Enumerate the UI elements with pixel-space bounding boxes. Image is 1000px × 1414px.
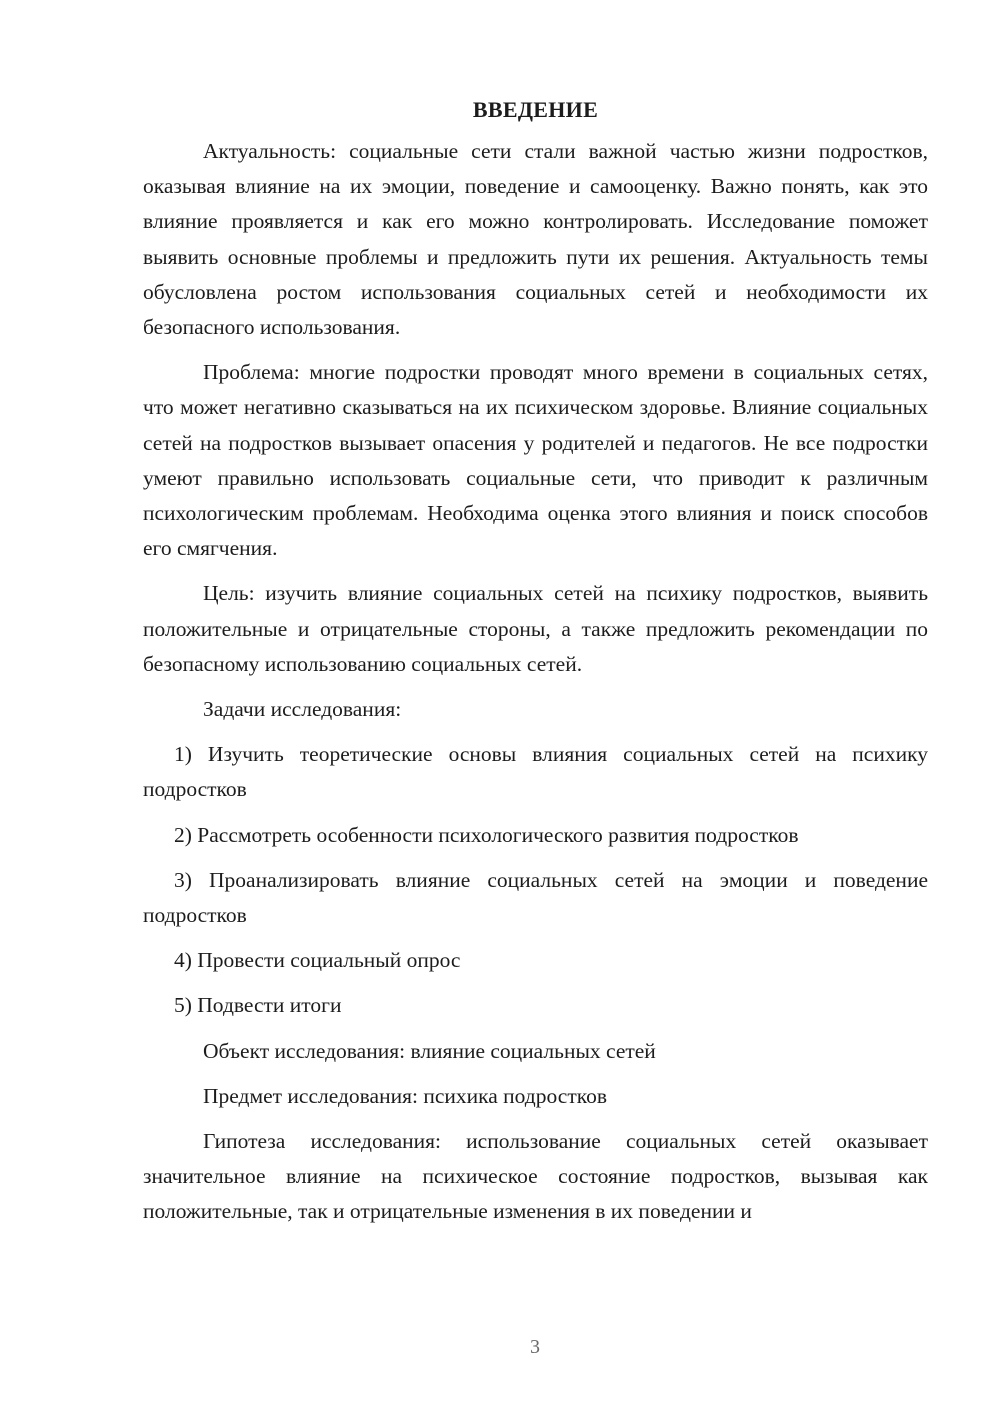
paragraph-subject: Предмет исследования: психика подростков xyxy=(203,1083,607,1108)
paragraph-tasks-intro: Задачи исследования: xyxy=(203,697,402,722)
task-item-4: 4) Провести социальный опрос xyxy=(174,948,461,973)
task-item-2: 2) Рассмотреть особенности психологического развития подростков xyxy=(174,822,799,847)
paragraph-goal: Цель: изучить влияние социальных сетей на психику подростков, выявить положительные и отрицательные стороны, а также предложить рекомендации по безопасному использованию социальных сетей. xyxy=(143,581,928,676)
paragraph-hypothesis: Гипотеза исследования: использование социальных сетей оказывает значительное влияние на психическое состояние подростков, вызывая как положительные, так и отрицательные изменения в их поведении и xyxy=(143,1129,928,1224)
task-item-3: 3) Проанализировать влияние социальных сетей на эмоции и поведение подростков xyxy=(143,867,928,928)
paragraph-relevance: Актуальность: социальные сети стали важной частью жизни подростков, оказывая влияние на их эмоции, поведение и самооценку. Важно понять, как это влияние проявляется и как его можно контролировать. Исследование поможет выявить основные проблемы и предложить пути их решения. Актуальность темы обусловлена ростом использования социальных сетей и необходимости их безопасного использования. xyxy=(143,139,928,340)
paragraph-problem: Проблема: многие подростки проводят много времени в социальных сетях, что может негативно сказываться на их психическом здоровье. Влияние социальных сетей на подростков вызывает опасения у родителей и педагогов. Не все подростки умеют правильно использовать социальные сети, что приводит к различным психологическим проблемам. Необходима оценка этого влияния и поиск способов его смягчения. xyxy=(143,360,928,561)
task-item-5: 5) Подвести итоги xyxy=(174,993,342,1018)
page-number: 3 xyxy=(530,1336,540,1358)
section-heading: ВВЕДЕНИЕ xyxy=(472,97,599,122)
paragraph-object: Объект исследования: влияние социальных сетей xyxy=(203,1038,656,1063)
task-item-1: 1) Изучить теоретические основы влияния социальных сетей на психику подростков xyxy=(143,742,928,802)
page-body xyxy=(143,92,928,1230)
